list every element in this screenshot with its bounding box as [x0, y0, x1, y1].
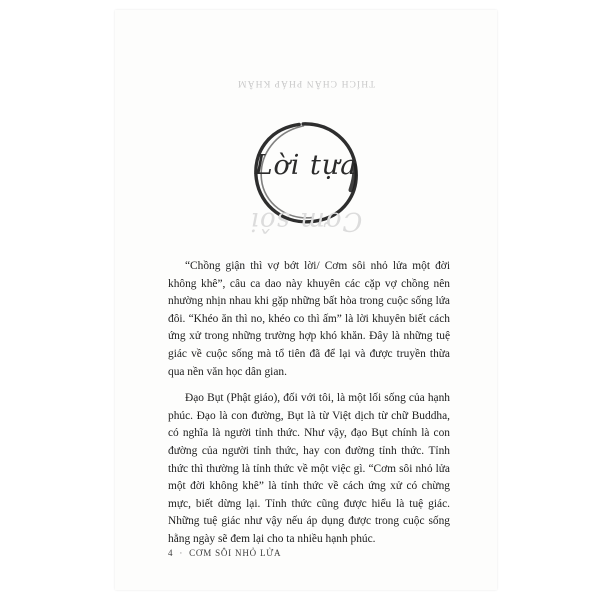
paragraph: Đạo Bụt (Phật giáo), đối với tôi, là một lối sống của hạnh phúc. Đạo là con đường, Bụt là từ Việt dịch từ chữ Buddha, có nghĩa là người tỉnh thức. Như vậy, đạo Bụt chính là con đường của người tỉnh thức, hay con đường tỉnh thức. Tỉnh thức thì thường là tỉnh thức về một việc gì. “Cơm sôi nhỏ lửa một đời không khê” là tỉnh thức về cách ứng xử có chừng mực, biết dừng lại. Tỉnh thức cũng được hiểu là tuệ giác. Những tuệ giác như vậy nếu áp dụng được trong cuộc sống hằng ngày sẽ đem lại cho ta nhiều hạnh phúc. [168, 392, 450, 545]
page-title: Lời tựa [254, 150, 358, 181]
ghost-watermark-text: Cơm sôi [249, 206, 363, 236]
paragraph: “Chồng giận thì vợ bớt lời/ Cơm sôi nhỏ lửa một đời không khê”, câu ca dao này khuyên các cặp vợ chồng nên nhường nhịn nhau khi gặp những bất hòa trong cuộc sống lứa đôi. “Khéo ăn thì no, khéo co thì ấm” là lời khuyên biết cách ứng xử trong những trường hợp khó khăn. Đây là những tuệ giác về cuộc sống mà tổ tiên đã để lại và được truyền thừa qua nền văn học dân gian. [168, 260, 450, 378]
page-footer [168, 548, 468, 558]
page-number: 4 [168, 548, 174, 558]
running-head: THÍCH CHÂN PHÁP KHÂM [236, 78, 376, 88]
footer-book-title: CƠM SÔI NHỎ LỬA [189, 548, 282, 558]
body-text [168, 258, 450, 558]
book-page-sheet [115, 10, 497, 590]
footer-separator: · [179, 548, 184, 558]
